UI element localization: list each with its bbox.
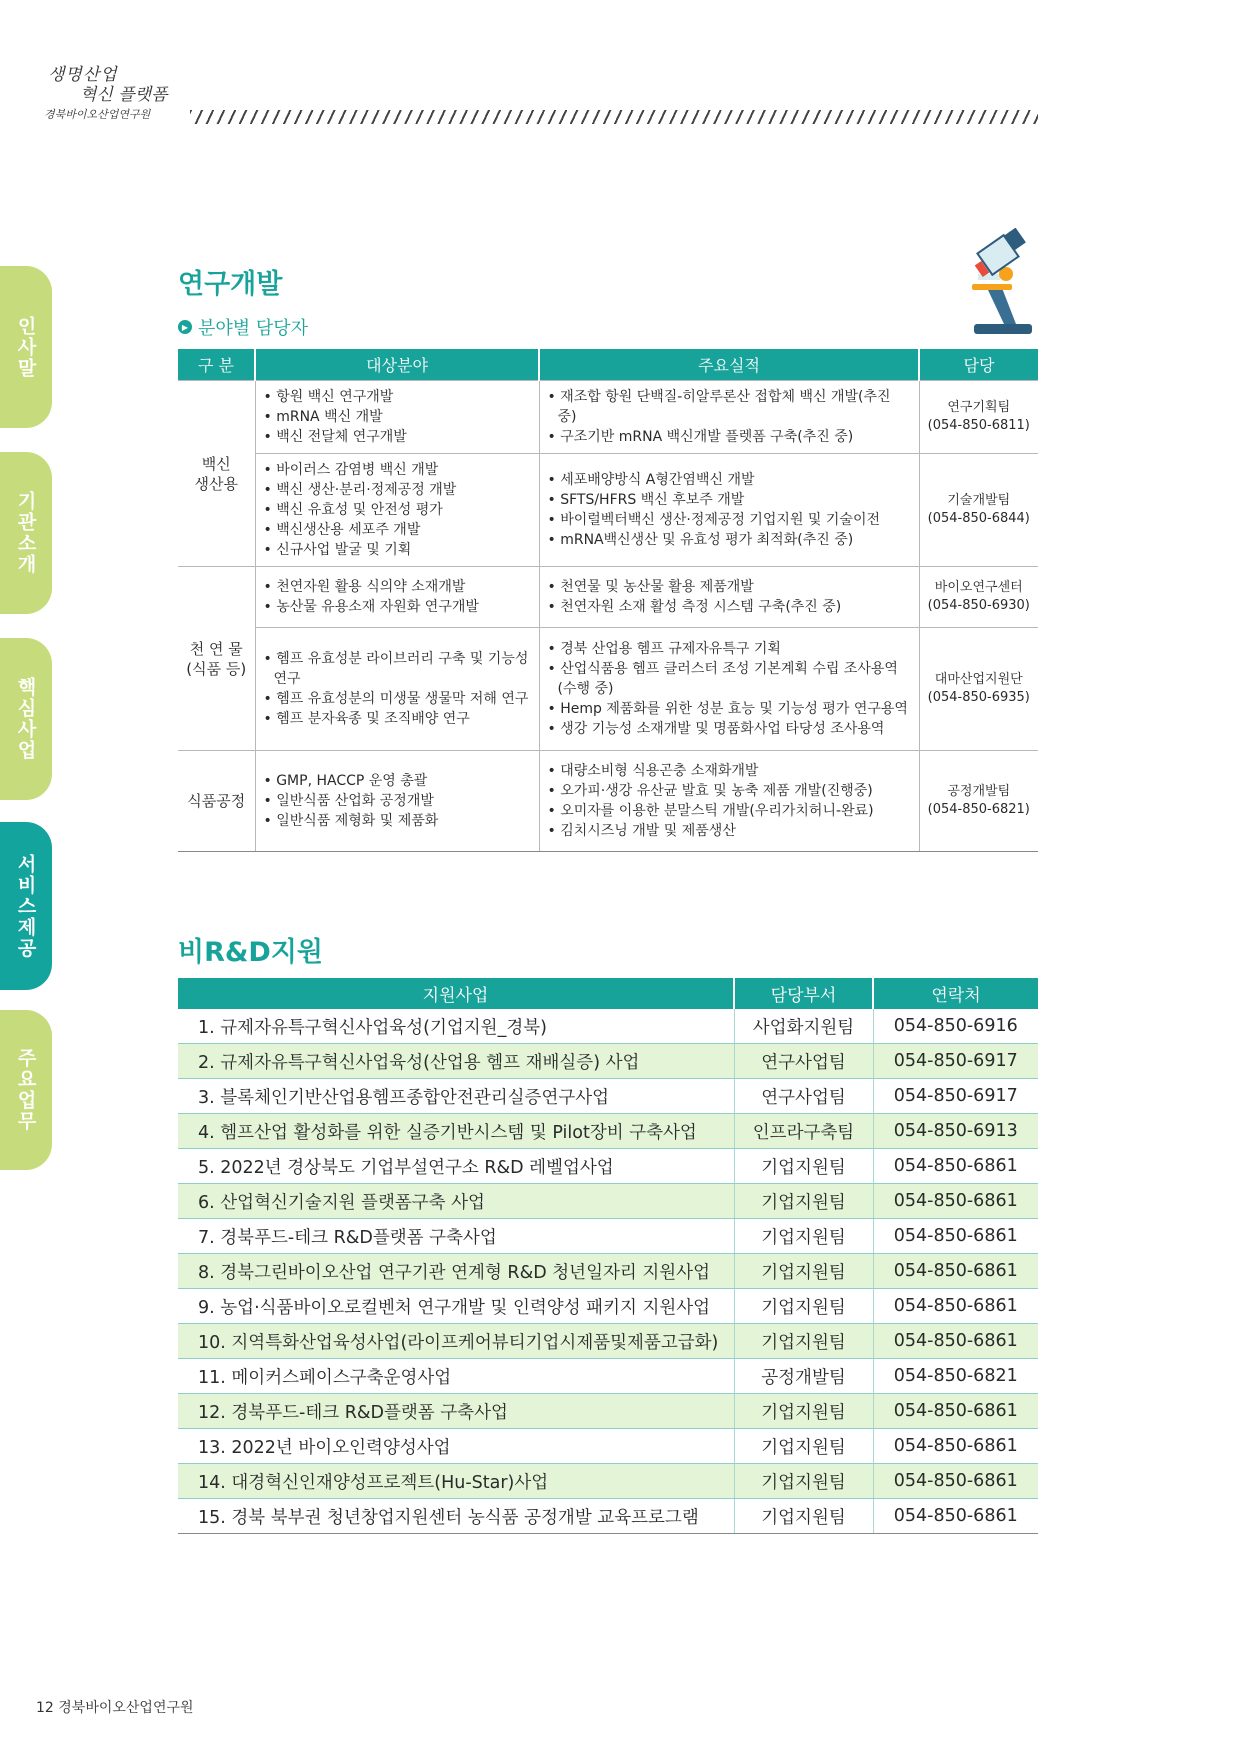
phone-number: 054-850-6861 bbox=[873, 1219, 1038, 1254]
rd-section-title: 연구개발 bbox=[178, 269, 283, 300]
phone-number: 054-850-6861 bbox=[873, 1464, 1038, 1499]
program-name: 2. 규제자유특구혁신사업육성(산업용 헴프 재배실증) 사업 bbox=[178, 1044, 734, 1079]
program-name: 9. 농업·식품바이오로컬벤처 연구개발 및 인력양성 패키지 지원사업 bbox=[178, 1289, 734, 1324]
logo-line-1: 생명산업 bbox=[48, 65, 118, 85]
rd-table-header bbox=[178, 349, 1038, 381]
sidebar-tab-core-business[interactable]: 핵심사업 bbox=[0, 638, 52, 800]
table-row bbox=[178, 567, 1038, 628]
logo-line-2: 혁신 플랫폼 bbox=[80, 85, 168, 105]
phone-number: 054-850-6861 bbox=[873, 1499, 1038, 1534]
header-results: 주요실적 bbox=[539, 349, 919, 381]
table-row bbox=[178, 1324, 1038, 1359]
header-phone: 연락처 bbox=[873, 978, 1038, 1009]
program-name: 5. 2022년 경상북도 기업부설연구소 R&D 레벨업사업 bbox=[178, 1149, 734, 1184]
department: 공정개발팀 bbox=[734, 1359, 873, 1394]
department: 기업지원팀 bbox=[734, 1254, 873, 1289]
table-row bbox=[178, 1149, 1038, 1184]
department: 기업지원팀 bbox=[734, 1429, 873, 1464]
nonrd-table-header bbox=[178, 978, 1038, 1009]
header-contact: 담당 bbox=[919, 349, 1038, 381]
header-category: 구 분 bbox=[178, 349, 255, 381]
table-row bbox=[178, 628, 1038, 751]
field-cell: • 바이러스 감염병 백신 개발 • 백신 생산·분리·정제공정 개발 • 백신 유효성 및 안전성 평가 • 백신생산용 세포주 개발 • 신규사업 발굴 및 기획 bbox=[255, 454, 539, 567]
program-name: 15. 경북 북부권 청년창업지원센터 농식품 공정개발 교육프로그램 bbox=[178, 1499, 734, 1534]
department: 연구사업팀 bbox=[734, 1079, 873, 1114]
table-row bbox=[178, 1429, 1038, 1464]
header-department: 담당부서 bbox=[734, 978, 873, 1009]
program-name: 12. 경북푸드-테크 R&D플랫폼 구축사업 bbox=[178, 1394, 734, 1429]
program-name: 4. 헴프산업 활성화를 위한 실증기반시스템 및 Pilot장비 구축사업 bbox=[178, 1114, 734, 1149]
rd-subtitle: 분야별 담당자 bbox=[198, 318, 309, 339]
department: 인프라구축팀 bbox=[734, 1114, 873, 1149]
table-row bbox=[178, 381, 1038, 454]
department: 기업지원팀 bbox=[734, 1394, 873, 1429]
program-name: 1. 규제자유특구혁신사업육성(기업지원_경북) bbox=[178, 1009, 734, 1044]
table-row bbox=[178, 1499, 1038, 1534]
department: 기업지원팀 bbox=[734, 1184, 873, 1219]
table-row bbox=[178, 1079, 1038, 1114]
department: 기업지원팀 bbox=[734, 1324, 873, 1359]
header-program: 지원사업 bbox=[178, 978, 734, 1009]
field-cell: • 헴프 유효성분 라이브러리 구축 및 기능성 연구 • 헴프 유효성분의 미생물 생물막 저해 연구 • 헴프 분자육종 및 조직배양 연구 bbox=[255, 628, 539, 751]
table-row bbox=[178, 1359, 1038, 1394]
table-row bbox=[178, 454, 1038, 567]
phone-number: 054-850-6861 bbox=[873, 1289, 1038, 1324]
nonrd-section-title: 비R&D지원 bbox=[178, 937, 323, 968]
table-row bbox=[178, 1219, 1038, 1254]
program-name: 13. 2022년 바이오인력양성사업 bbox=[178, 1429, 734, 1464]
department: 기업지원팀 bbox=[734, 1219, 873, 1254]
table-row bbox=[178, 1044, 1038, 1079]
header-hatch-divider bbox=[190, 110, 1038, 124]
results-cell: • 천연물 및 농산물 활용 제품개발 • 천연자원 소재 활성 측정 시스템 구축(추진 중) bbox=[539, 567, 919, 628]
department: 기업지원팀 bbox=[734, 1149, 873, 1184]
department: 기업지원팀 bbox=[734, 1499, 873, 1534]
contact-cell: 바이오연구센터 (054-850-6930) bbox=[919, 567, 1038, 628]
table-row bbox=[178, 1114, 1038, 1149]
phone-number: 054-850-6916 bbox=[873, 1009, 1038, 1044]
nonrd-support-table bbox=[178, 978, 1038, 1534]
results-cell: • 경북 산업용 헴프 규제자유특구 기획 • 산업식품용 헴프 클러스터 조성 기본계획 수립 조사용역 (수행 중) • Hemp 제품화를 위한 성분 효능 및 기능성 평가 연구용역 • 생강 기능성 소재개발 및 명품화사업 타당성 조사용역 bbox=[539, 628, 919, 751]
department: 연구사업팀 bbox=[734, 1044, 873, 1079]
phone-number: 054-850-6917 bbox=[873, 1079, 1038, 1114]
table-row bbox=[178, 1009, 1038, 1044]
rd-staff-table bbox=[178, 349, 1038, 852]
circle-arrow-icon: ▶ bbox=[178, 320, 192, 334]
field-cell: • 천연자원 활용 식의약 소재개발 • 농산물 유용소재 자원화 연구개발 bbox=[255, 567, 539, 628]
program-name: 6. 산업혁신기술지원 플랫폼구축 사업 bbox=[178, 1184, 734, 1219]
rd-subsection-heading bbox=[178, 314, 308, 340]
contact-cell: 연구기획팀 (054-850-6811) bbox=[919, 381, 1038, 454]
microscope-icon bbox=[968, 228, 1038, 336]
phone-number: 054-850-6861 bbox=[873, 1254, 1038, 1289]
department: 사업화지원팀 bbox=[734, 1009, 873, 1044]
table-row bbox=[178, 1184, 1038, 1219]
footer-org-name: 경북바이오산업연구원 bbox=[58, 1700, 194, 1716]
field-cell: • GMP, HACCP 운영 총괄 • 일반식품 산업화 공정개발 • 일반식품 제형화 및 제품화 bbox=[255, 751, 539, 852]
results-cell: • 대량소비형 식용곤충 소재화개발 • 오가피·생강 유산균 발효 및 농축 제품 개발(진행중) • 오미자를 이용한 분말스틱 개발(우리가치허니-완료) • 김치시즈닝 개발 및 제품생산 bbox=[539, 751, 919, 852]
sidebar-tab-about[interactable]: 기관소개 bbox=[0, 452, 52, 614]
sidebar-tab-services[interactable]: 서비스제공 bbox=[0, 822, 52, 990]
department: 기업지원팀 bbox=[734, 1289, 873, 1324]
sidebar-tab-greeting[interactable]: 인사말 bbox=[0, 266, 52, 428]
table-row bbox=[178, 1464, 1038, 1499]
phone-number: 054-850-6861 bbox=[873, 1394, 1038, 1429]
contact-cell: 대마산업지원단 (054-850-6935) bbox=[919, 628, 1038, 751]
header-field: 대상분야 bbox=[255, 349, 539, 381]
phone-number: 054-850-6913 bbox=[873, 1114, 1038, 1149]
logo-line-3: 경북바이오산업연구원 bbox=[44, 108, 151, 121]
program-name: 7. 경북푸드-테크 R&D플랫폼 구축사업 bbox=[178, 1219, 734, 1254]
table-row bbox=[178, 1394, 1038, 1429]
contact-cell: 공정개발팀 (054-850-6821) bbox=[919, 751, 1038, 852]
program-name: 8. 경북그린바이오산업 연구기관 연계형 R&D 청년일자리 지원사업 bbox=[178, 1254, 734, 1289]
results-cell: • 재조합 항원 단백질-히알루론산 접합체 백신 개발(추진 중) • 구조기반 mRNA 백신개발 플렛폼 구축(추진 중) bbox=[539, 381, 919, 454]
phone-number: 054-850-6861 bbox=[873, 1149, 1038, 1184]
page-footer bbox=[36, 1697, 194, 1717]
contact-cell: 기술개발팀 (054-850-6844) bbox=[919, 454, 1038, 567]
field-cell: • 항원 백신 연구개발 • mRNA 백신 개발 • 백신 전달체 연구개발 bbox=[255, 381, 539, 454]
phone-number: 054-850-6861 bbox=[873, 1184, 1038, 1219]
phone-number: 054-850-6917 bbox=[873, 1044, 1038, 1079]
table-row bbox=[178, 1254, 1038, 1289]
phone-number: 054-850-6861 bbox=[873, 1429, 1038, 1464]
category-cell: 백신 생산용 bbox=[178, 381, 255, 567]
department: 기업지원팀 bbox=[734, 1464, 873, 1499]
program-name: 3. 블록체인기반산업용헴프종합안전관리실증연구사업 bbox=[178, 1079, 734, 1114]
category-cell: 천 연 물 (식품 등) bbox=[178, 567, 255, 751]
category-cell: 식품공정 bbox=[178, 751, 255, 852]
phone-number: 054-850-6821 bbox=[873, 1359, 1038, 1394]
table-row bbox=[178, 1289, 1038, 1324]
page-number: 12 bbox=[36, 1700, 54, 1716]
sidebar-tab-main-duties[interactable]: 주요업무 bbox=[0, 1010, 52, 1170]
program-name: 14. 대경혁신인재양성프로젝트(Hu-Star)사업 bbox=[178, 1464, 734, 1499]
results-cell: • 세포배양방식 A형간염백신 개발 • SFTS/HFRS 백신 후보주 개발 • 바이럴벡터백신 생산·정제공정 기업지원 및 기술이전 • mRNA백신생산 및 유효성 평가 최적화(추진 중) bbox=[539, 454, 919, 567]
program-name: 11. 메이커스페이스구축운영사업 bbox=[178, 1359, 734, 1394]
table-row bbox=[178, 751, 1038, 852]
phone-number: 054-850-6861 bbox=[873, 1324, 1038, 1359]
program-name: 10. 지역특화산업육성사업(라이프케어뷰티기업시제품및제품고급화) bbox=[178, 1324, 734, 1359]
